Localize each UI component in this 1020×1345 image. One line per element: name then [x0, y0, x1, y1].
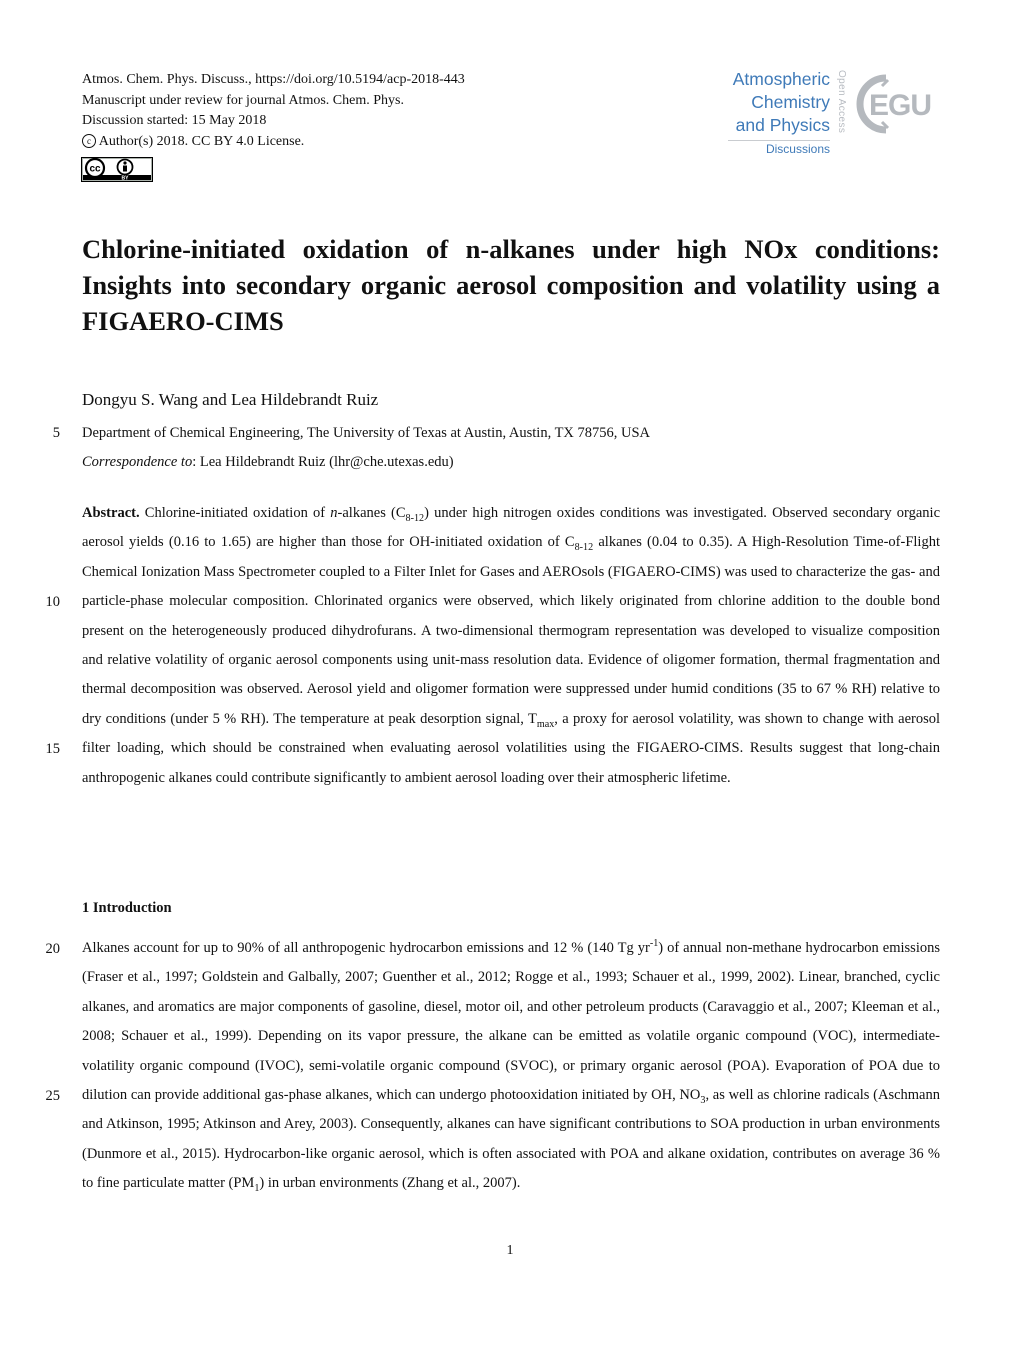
abstract-text: Chlorine-initiated oxidation of [139, 505, 331, 521]
abstract-subscript: 8-12 [405, 512, 425, 524]
abstract-text: ) under high nitrogen oxides conditions was investigated. Observed secondary organic aerosol yields (0.16 to 1.65) are higher than those for OH-initiated oxidation of C [82, 505, 941, 551]
copyright-icon: c [82, 134, 96, 148]
journal-names [733, 68, 830, 137]
abstract-italic: n [330, 505, 338, 521]
citation-line: Atmos. Chem. Phys. Discuss., https://doi.org/10.5194/acp-2018-443 [82, 72, 465, 87]
journal-divider [728, 140, 830, 141]
line-number: 15 [45, 741, 60, 757]
intro-text: ) in urban environments (Zhang et al., 2007). [259, 1175, 521, 1192]
correspondence-label: Correspondence to [82, 454, 193, 470]
header-metadata [82, 70, 465, 152]
discussion-date-line: Discussion started: 15 May 2018 [82, 113, 267, 128]
line-number: 10 [45, 594, 60, 610]
paper-title: Chlorine-initiated oxidation of n-alkanes under high NOx conditions: Insights into secondary organic aerosol composition and volatility using a FIGAERO-CIMS [82, 234, 940, 336]
license-line [82, 132, 465, 153]
abstract-text: , a proxy for aerosol volatility, was shown to change with aerosol filter loading, which should be constrained when evaluating aerosol volatilities using the FIGAERO-CIMS. Results suggest that long-chain anthropogenic alkanes could contribute significantly to ambient aerosol loading over their atmospheric lifetime. [82, 710, 941, 786]
abstract-subscript: max [536, 718, 555, 730]
journal-name-line3: and Physics [735, 115, 830, 135]
by-label: BY [121, 175, 129, 182]
line-number: 5 [52, 425, 60, 441]
abstract-heading: Abstract. [82, 505, 140, 521]
intro-text: ) of annual non-methane hydrocarbon emissions (Fraser et al., 1997; Goldstein and Galbally, 2007; Guenther et al., 2012; Rogge et al., 1993; Schauer et al., 1999, 2002). Linear, branched, cyclic alkanes, and aromatics are major components of gasoline, diesel, motor oil, and other petroleum products (Caravaggio et al., 2007; Kleeman et al., 2008; Schauer et al., 1999). Depending on its vapor pressure, the alkane can be emitted as volatile organic compound (VOC), intermediate-volatility organic compound (IVOC), semi-volatile organic compound (SVOC), or primary organic aerosol (POA). Evaporation of POA due to dilution can provide additional gas-phase alkanes, which can undergo photooxidation initiated by OH, NO [82, 940, 940, 1104]
line-number: 25 [45, 1088, 60, 1104]
review-line: Manuscript under review for journal Atmos. Chem. Phys. [82, 92, 404, 108]
intro-superscript: -1 [649, 938, 659, 950]
affiliation: Department of Chemical Engineering, The University of Texas at Austin, Austin, TX 78756, USA [82, 425, 651, 441]
correspondence [82, 454, 454, 471]
journal-name-line1: Atmospheric [732, 69, 830, 89]
intro-text: , as well as chlorine radicals (Aschmann and Atkinson, 1995; Atkinson and Arey, 2003). Consequently, alkanes can have significant contributions to SOA production in urban environments (Dunmore et al., 2015). Hydrocarbon-like organic aerosol, which is often associated with POA and alkane oxidation, contributes on average 36 % to fine particulate matter (PM [82, 1087, 940, 1192]
egu-text: EGU [869, 89, 932, 122]
journal-section-label: Discussions [765, 142, 830, 156]
intro-subscript: 1 [254, 1183, 260, 1195]
line-number: 20 [45, 941, 60, 957]
author-list: Dongyu S. Wang and Lea Hildebrandt Ruiz [82, 390, 379, 409]
section-heading: 1 Introduction [82, 900, 172, 916]
abstract-text: -alkanes (C [337, 505, 406, 521]
intro-subscript: 3 [700, 1094, 706, 1106]
cc-by-badge-icon [81, 157, 153, 182]
egu-logo-icon [852, 68, 942, 145]
abstract [82, 499, 940, 793]
journal-name-line2: Chemistry [751, 92, 830, 112]
correspondence-text: : Lea Hildebrandt Ruiz (lhr@che.utexas.edu) [192, 454, 454, 470]
open-access-label: Open Access [836, 70, 847, 134]
journal-logo [724, 68, 944, 160]
cc-label: cc [89, 163, 101, 175]
introduction-paragraph [82, 934, 940, 1199]
license-text: Author(s) 2018. CC BY 4.0 License. [98, 133, 305, 149]
intro-text: Alkanes account for up to 90% of all anthropogenic hydrocarbon emissions and 12 % (140 Tg yr [82, 940, 650, 956]
abstract-text: alkanes (0.04 to 0.35). A High-Resolution Time-of-Flight Chemical Ionization Mass Spectrometer coupled to a Filter Inlet for Gases and AEROsols (FIGAERO-CIMS) was used to characterize the gas- and particle-phase molecular composition. Chlorinated organics were observed, which likely originated from chlorine addition to the double bond present on the heterogeneously produced dihydrofurans. A two-dimensional thermogram representation was developed to visualize composition and relative volatility of organic aerosol components using unit-mass resolution data. Evidence of oligomer formation, thermal fragmentation and thermal decomposition was observed. Aerosol yield and oligomer formation were suppressed under humid conditions (35 to 67 % RH) relative to dry conditions (under 5 % RH). The temperature at peak desorption signal, T [82, 534, 940, 727]
page-number: 1 [506, 1243, 514, 1258]
abstract-subscript: 8-12 [574, 542, 594, 554]
